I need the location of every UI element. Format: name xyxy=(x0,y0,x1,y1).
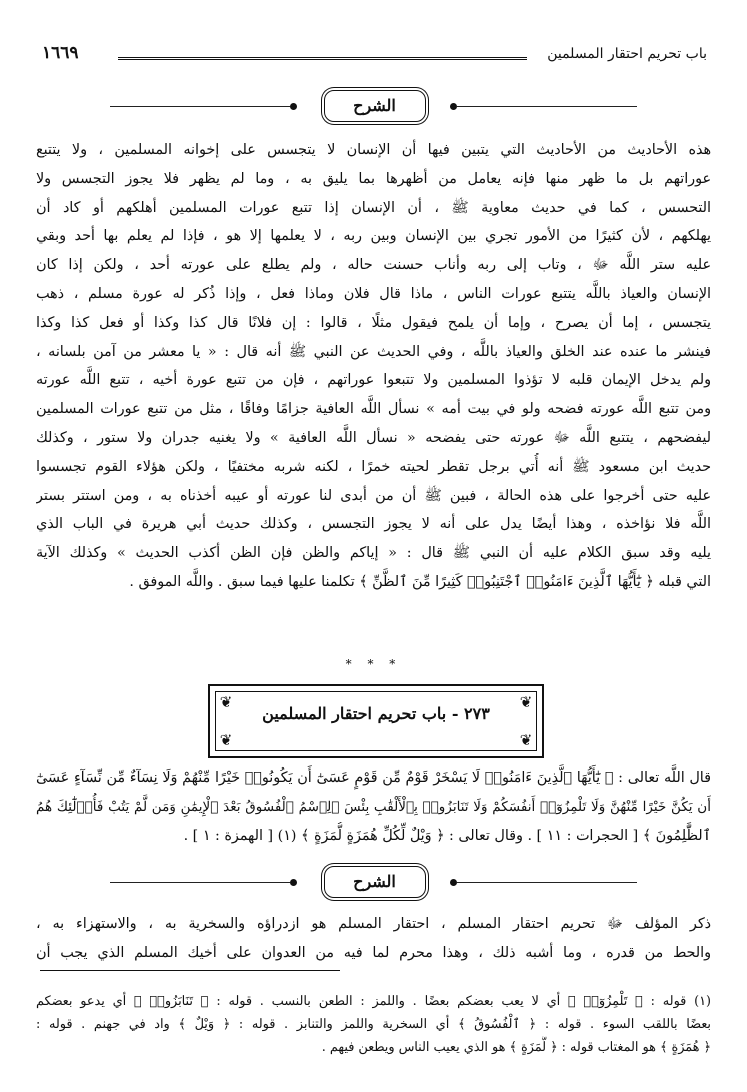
footnotes xyxy=(36,990,711,1059)
header-rule xyxy=(118,57,527,60)
verse-line: أَن يَكُنَّ خَيْرًا مِّنْهُنَّ وَلَا تَلْمِزُوٓا۟ أَنفُسَكُمْ وَلَا تَنَابَزُوا۟ بِٱلْأَلْقَٰبِ بِئْسَ ٱلِٱسْمُ ٱلْفُسُوقُ بَعْدَ ٱلْإِيمَٰنِ وَمَن لَّمْ يَتُبْ فَأُو۟لَٰٓئِكَ هُمُ xyxy=(36,799,711,815)
text-line: اللَّه فلا نؤاخذه ، وهذا أيضًا يدل على أنه لا يجوز التجسس ، وكذلك حديث أبي هريرة في الباب الذي xyxy=(36,516,711,533)
text-line: عليه ستر اللَّه ﷻ ، وتاب إلى ربه وأناب حسنت حاله ، ولم يطلع على عورته أحد ، ولكن إذا كان xyxy=(36,257,711,274)
text-line: يهلكهم ، لأن كثيرًا من الأمور تجري بين الإنسان وبين ربه ، لا يعلمها إلا هو ، فإذا لم يعلم بها أحد وبقي xyxy=(36,228,711,245)
running-header xyxy=(40,40,707,70)
verse-line: قال اللَّه تعالى : ﴿ يَٰٓأَيُّهَا ٱلَّذِينَ ءَامَنُوا۟ لَا يَسْخَرْ قَوْمٌ مِّن قَوْمٍ عَسَىٰٓ أَن يَكُونُوا۟ خَيْرًا مِّنْهُمْ وَلَا نِسَآءٌ مِّن نِّسَآءٍ عَسَىٰٓ xyxy=(36,770,711,786)
footnote-line: بعضًا باللقب السوء . قوله : ﴿ ٱلْفُسُوقُ ﴾ أي السخرية واللمز والتنابز . قوله : ﴿ وَيْلٌ ﴾ واد في جهنم . قوله : xyxy=(36,1017,711,1032)
text-line: التي قبله ﴿ يَٰٓأَيُّهَا ٱلَّذِينَ ءَامَنُوا۟ ٱجْتَنِبُوا۟ كَثِيرًا مِّنَ ٱلظَّنِّ ﴾ تكلمنا عليها فيما سبق . واللَّه الموفق . xyxy=(129,573,711,590)
text-line: ليفضحهم ، يتتبع اللَّه ﷻ عورته حتى يفضحه « نسأل اللَّه العافية » ولا يغنيه جدران ولا ستور ، وكذلك xyxy=(36,429,711,446)
quran-verses xyxy=(36,764,711,851)
page-number: ١٦٦٩ xyxy=(42,43,79,63)
text-line: يتجسس ، إما أن يصرح ، وإما أن يلمح فيقول مثلًا ، قالوا : إن فلانًا قال كذا وكذا أو فعل كذا وكذا xyxy=(36,314,711,331)
text-line: والحط من قدره ، وما أشبه ذلك ، وهذا محرم لما فيه من العدوان على أخيك المسلم الذي يجب أن xyxy=(36,944,711,961)
corner-ornament-icon: ❦ xyxy=(519,731,533,749)
section-separator: * * * xyxy=(345,657,402,671)
text-line: ذكر المؤلف ﷻ تحريم احتقار المسلم ، احتقار المسلم هو ازدراؤه والسخرية به ، والاستهزاء به ، xyxy=(36,916,711,932)
footnote-line: ﴿ هُمَزَةٍ ﴾ هو المغتاب قوله : ﴿ لُّمَزَةٍ ﴾ هو الذي يعيب الناس ويطعن فيهم . xyxy=(321,1040,711,1055)
ornament-dot xyxy=(290,103,297,110)
text-line: حديث ابن مسعود ﷺ أنه أُتي برجل تقطر لحيته خمرًا ، لكنه شربه مختفيًا ، ولكن هؤلاء القوم تجسسوا xyxy=(36,458,711,475)
ornament-line xyxy=(457,106,637,107)
text-line: ومن تتبع اللَّه عورته فضحه ولو في بيت أمه » نسأل اللَّه العافية جزامًا وفاقًا ، مثل من تتبع عورات المسلمين xyxy=(36,401,711,418)
commentary-text-2 xyxy=(36,910,711,968)
header-chapter-title: باب تحريم احتقار المسلمين xyxy=(547,46,707,62)
verse-line: ٱلظَّٰلِمُونَ ﴾ [ الحجرات : ١١ ] . وقال تعالى : ﴿ وَيْلٌ لِّكُلِّ هُمَزَةٍ لُّمَزَةٍ ﴾ (١) [ الهمزة : ١ ] . xyxy=(183,828,711,844)
footnote-separator xyxy=(40,970,340,971)
section-label: الشرح xyxy=(324,90,426,122)
text-line: يليه وقد سبق الكلام عليه أن النبي ﷺ قال : « إياكم والظن فإن الظن أكذب الحديث » وكذلك الآية xyxy=(36,545,711,562)
text-line: عليه حتى أخرجوا على هذه الحالة ، فبين ﷺ أن من أبدى لنا عورته أو عيبه أخذناه به ، ومن استتر بستر xyxy=(36,487,711,504)
ornament-line xyxy=(110,106,290,107)
section-label: الشرح xyxy=(324,866,426,898)
section-heading-sharh xyxy=(40,866,707,900)
text-line: هذه الأحاديث من الأحاديث التي يتبين فيها أن الإنسان لا يتجسس على إخوانه المسلمين ، ولا يتتبع xyxy=(36,142,711,158)
ornament-dot xyxy=(290,879,297,886)
ornament-dot xyxy=(450,103,457,110)
text-line: التحسس ، كما في حديث معاوية ﷺ ، أن الإنسان إذا تتبع عورات المسلمين أهلكهم أو كاد أن xyxy=(36,199,711,216)
text-line: عوراتهم بل ما ظهر منها فإنه يعامل من أظهرها بما يليق به ، وما لم يظهر فلا يجوز التجسس ولا xyxy=(36,170,711,187)
ornament-line xyxy=(457,882,637,883)
commentary-text xyxy=(36,136,711,597)
chapter-title: ٢٧٣ - باب تحريم احتقار المسلمين xyxy=(262,704,490,723)
chapter-banner xyxy=(208,684,544,758)
corner-ornament-icon: ❦ xyxy=(219,693,233,711)
ornament-line xyxy=(110,882,290,883)
footnote-line: (١) قوله : ﴿ تَلْمِزُوٓا۟ ﴾ أي لا يعب بعضكم بعضًا . واللمز : الطعن بالنسب . قوله : ﴿ تَنَابَزُوا۟ ﴾ أي يدعو بعضكم xyxy=(36,994,711,1009)
corner-ornament-icon: ❦ xyxy=(219,731,233,749)
text-line: ولم يدخل الإيمان قلبه لا تؤذوا المسلمين ولا تتبعوا عوراتهم ، فإن من تتبع عورة أخيه ، تتبع اللَّه عورته xyxy=(36,372,711,389)
section-heading-sharh xyxy=(40,90,707,124)
text-line: الإنسان والعياذ باللَّه يتتبع عورات الناس ، ماذا قال فلان وماذا فعل ، وإذا ذُكر له عورة مسلم ، ذهب xyxy=(36,285,711,302)
corner-ornament-icon: ❦ xyxy=(519,693,533,711)
ornament-dot xyxy=(450,879,457,886)
text-line: فينشر ما عنده عند الخلق والعياذ باللَّه ، وفي الحديث عن النبي ﷺ أنه قال : « يا معشر من آمن بلسانه ، xyxy=(36,343,711,360)
